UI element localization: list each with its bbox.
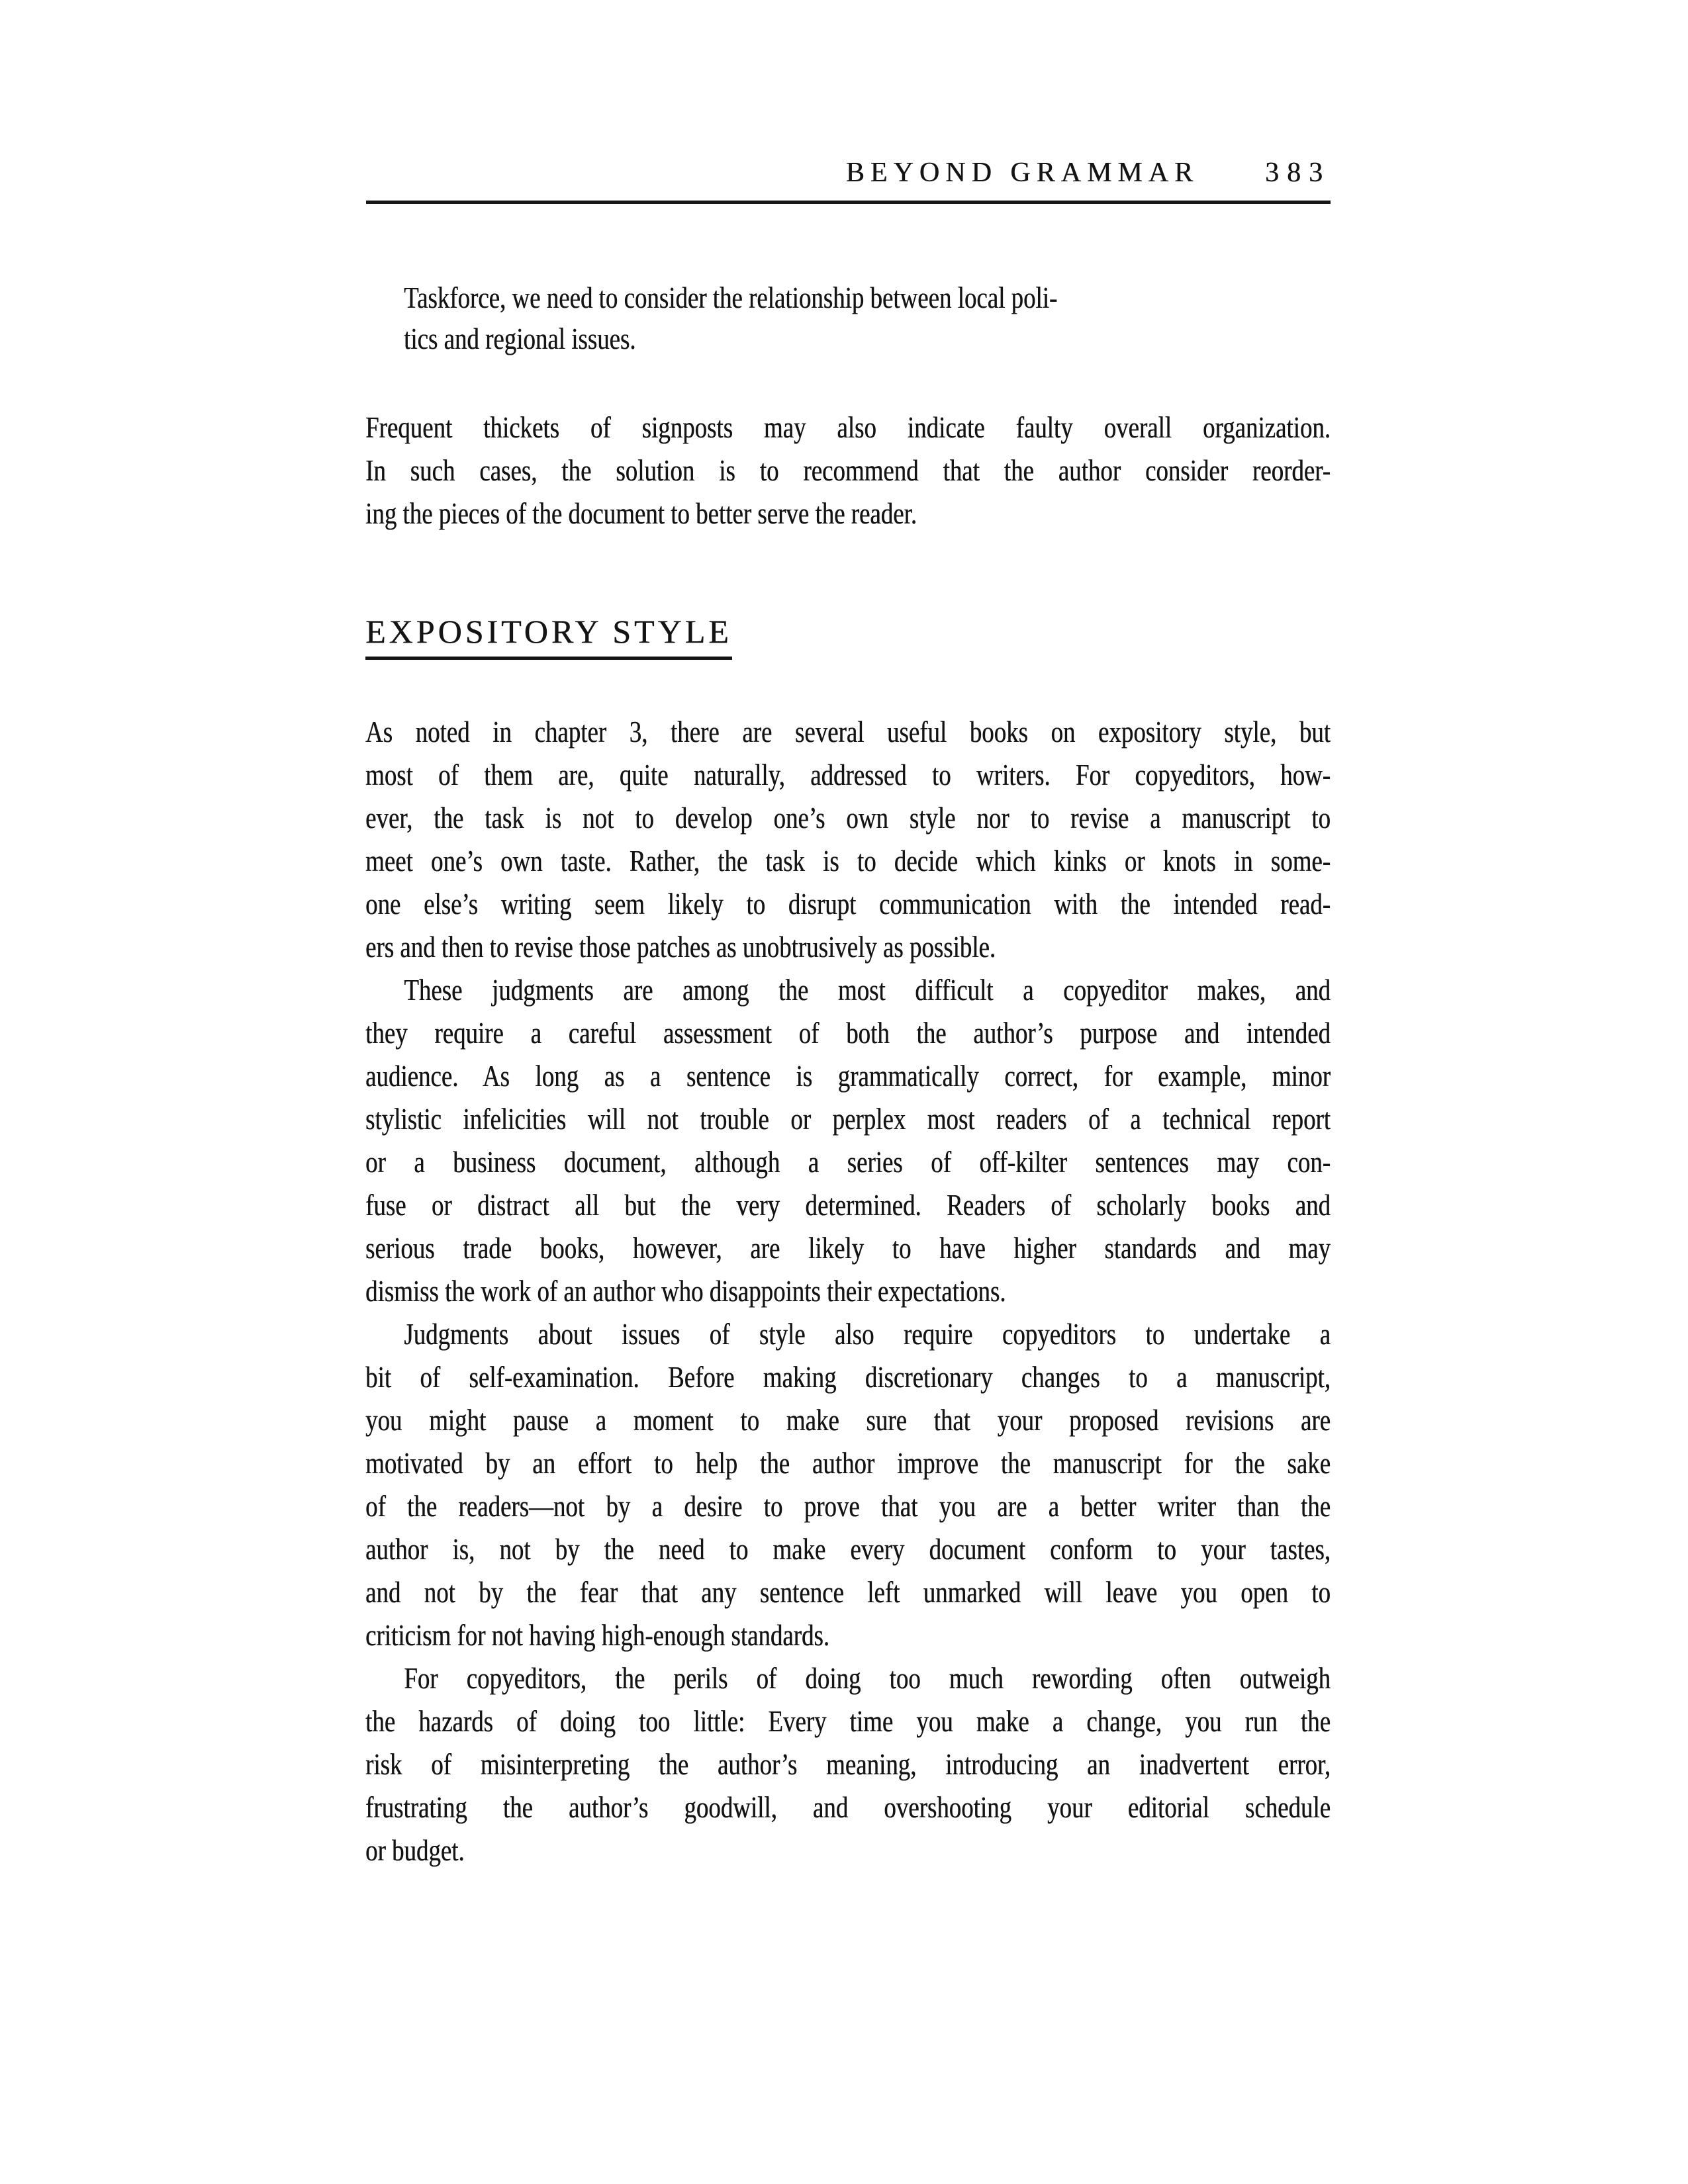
intro-paragraph [365,406,1331,535]
text-line: These judgments are among the most difficult a copyeditor makes, and [404,974,1331,1007]
text-line: one else’s writing seem likely to disrupt communication with the intended read- [365,887,1331,921]
section-heading: EXPOSITORY STYLE [365,615,732,660]
text-line: ers and then to revise those patches as unobtrusively as possible. [365,931,996,964]
text-line: For copyeditors, the perils of doing too much rewording often outweigh [404,1662,1331,1695]
text-line: and not by the fear that any sentence left unmarked will leave you open to [365,1576,1331,1609]
text-line: stylistic infelicities will not trouble or perplex most readers of a technical report [365,1103,1331,1136]
body-paragraph [365,1313,1331,1657]
text-line: or budget. [365,1834,465,1867]
body-paragraph [365,1657,1331,1872]
text-line: Frequent thickets of signposts may also indicate faulty overall organization. [365,411,1331,444]
text-line: bit of self-examination. Before making discretionary changes to a manuscript, [365,1361,1331,1394]
text-line: risk of misinterpreting the author’s meaning, introducing an inadvertent error, [365,1748,1331,1781]
text-line: serious trade books, however, are likely to have higher standards and may [365,1232,1331,1265]
page-number: 383 [1265,158,1331,188]
text-line: most of them are, quite naturally, addressed to writers. For copyeditors, how- [365,758,1331,792]
text-line: As noted in chapter 3, there are several useful books on expository style, but [365,715,1331,749]
text-line: frustrating the author’s goodwill, and overshooting your editorial schedule [365,1791,1331,1824]
text-line: Taskforce, we need to consider the relationship between local poli- [404,281,1058,314]
text-line: they require a careful assessment of both the author’s purpose and intended [365,1017,1331,1050]
text-line: of the readers—not by a desire to prove that you are a better writer than the [365,1490,1331,1523]
text-line: dismiss the work of an author who disappoints their expectations. [365,1275,1006,1308]
body-paragraph [365,711,1331,969]
text-line: ing the pieces of the document to better serve the reader. [365,497,917,530]
body-paragraph [365,969,1331,1313]
text-line: you might pause a moment to make sure that your proposed revisions are [365,1404,1331,1437]
text-line: In such cases, the solution is to recommend that the author consider reorder- [365,454,1331,487]
text-line: criticism for not having high-enough standards. [365,1619,829,1652]
text-line: meet one’s own taste. Rather, the task is to decide which kinks or knots in some- [365,844,1331,878]
text-line: audience. As long as a sentence is grammatically correct, for example, minor [365,1060,1331,1093]
text-line: the hazards of doing too little: Every time you make a change, you run the [365,1705,1331,1738]
text-line: fuse or distract all but the very determined. Readers of scholarly books and [365,1189,1331,1222]
block-quote-extract [404,277,1331,359]
text-line: ever, the task is not to develop one’s own style nor to revise a manuscript to [365,801,1331,835]
running-head-title: BEYOND GRAMMAR [845,158,1199,188]
text-line: or a business document, although a series of off-kilter sentences may con- [365,1146,1331,1179]
text-line: motivated by an effort to help the author improve the manuscript for the sake [365,1447,1331,1480]
text-line: author is, not by the need to make every document conform to your tastes, [365,1533,1331,1566]
text-line: tics and regional issues. [404,322,636,355]
text-line: Judgments about issues of style also require copyeditors to undertake a [404,1318,1331,1351]
body-text [365,711,1331,1872]
header-rule [366,201,1331,204]
running-head [846,159,1331,187]
